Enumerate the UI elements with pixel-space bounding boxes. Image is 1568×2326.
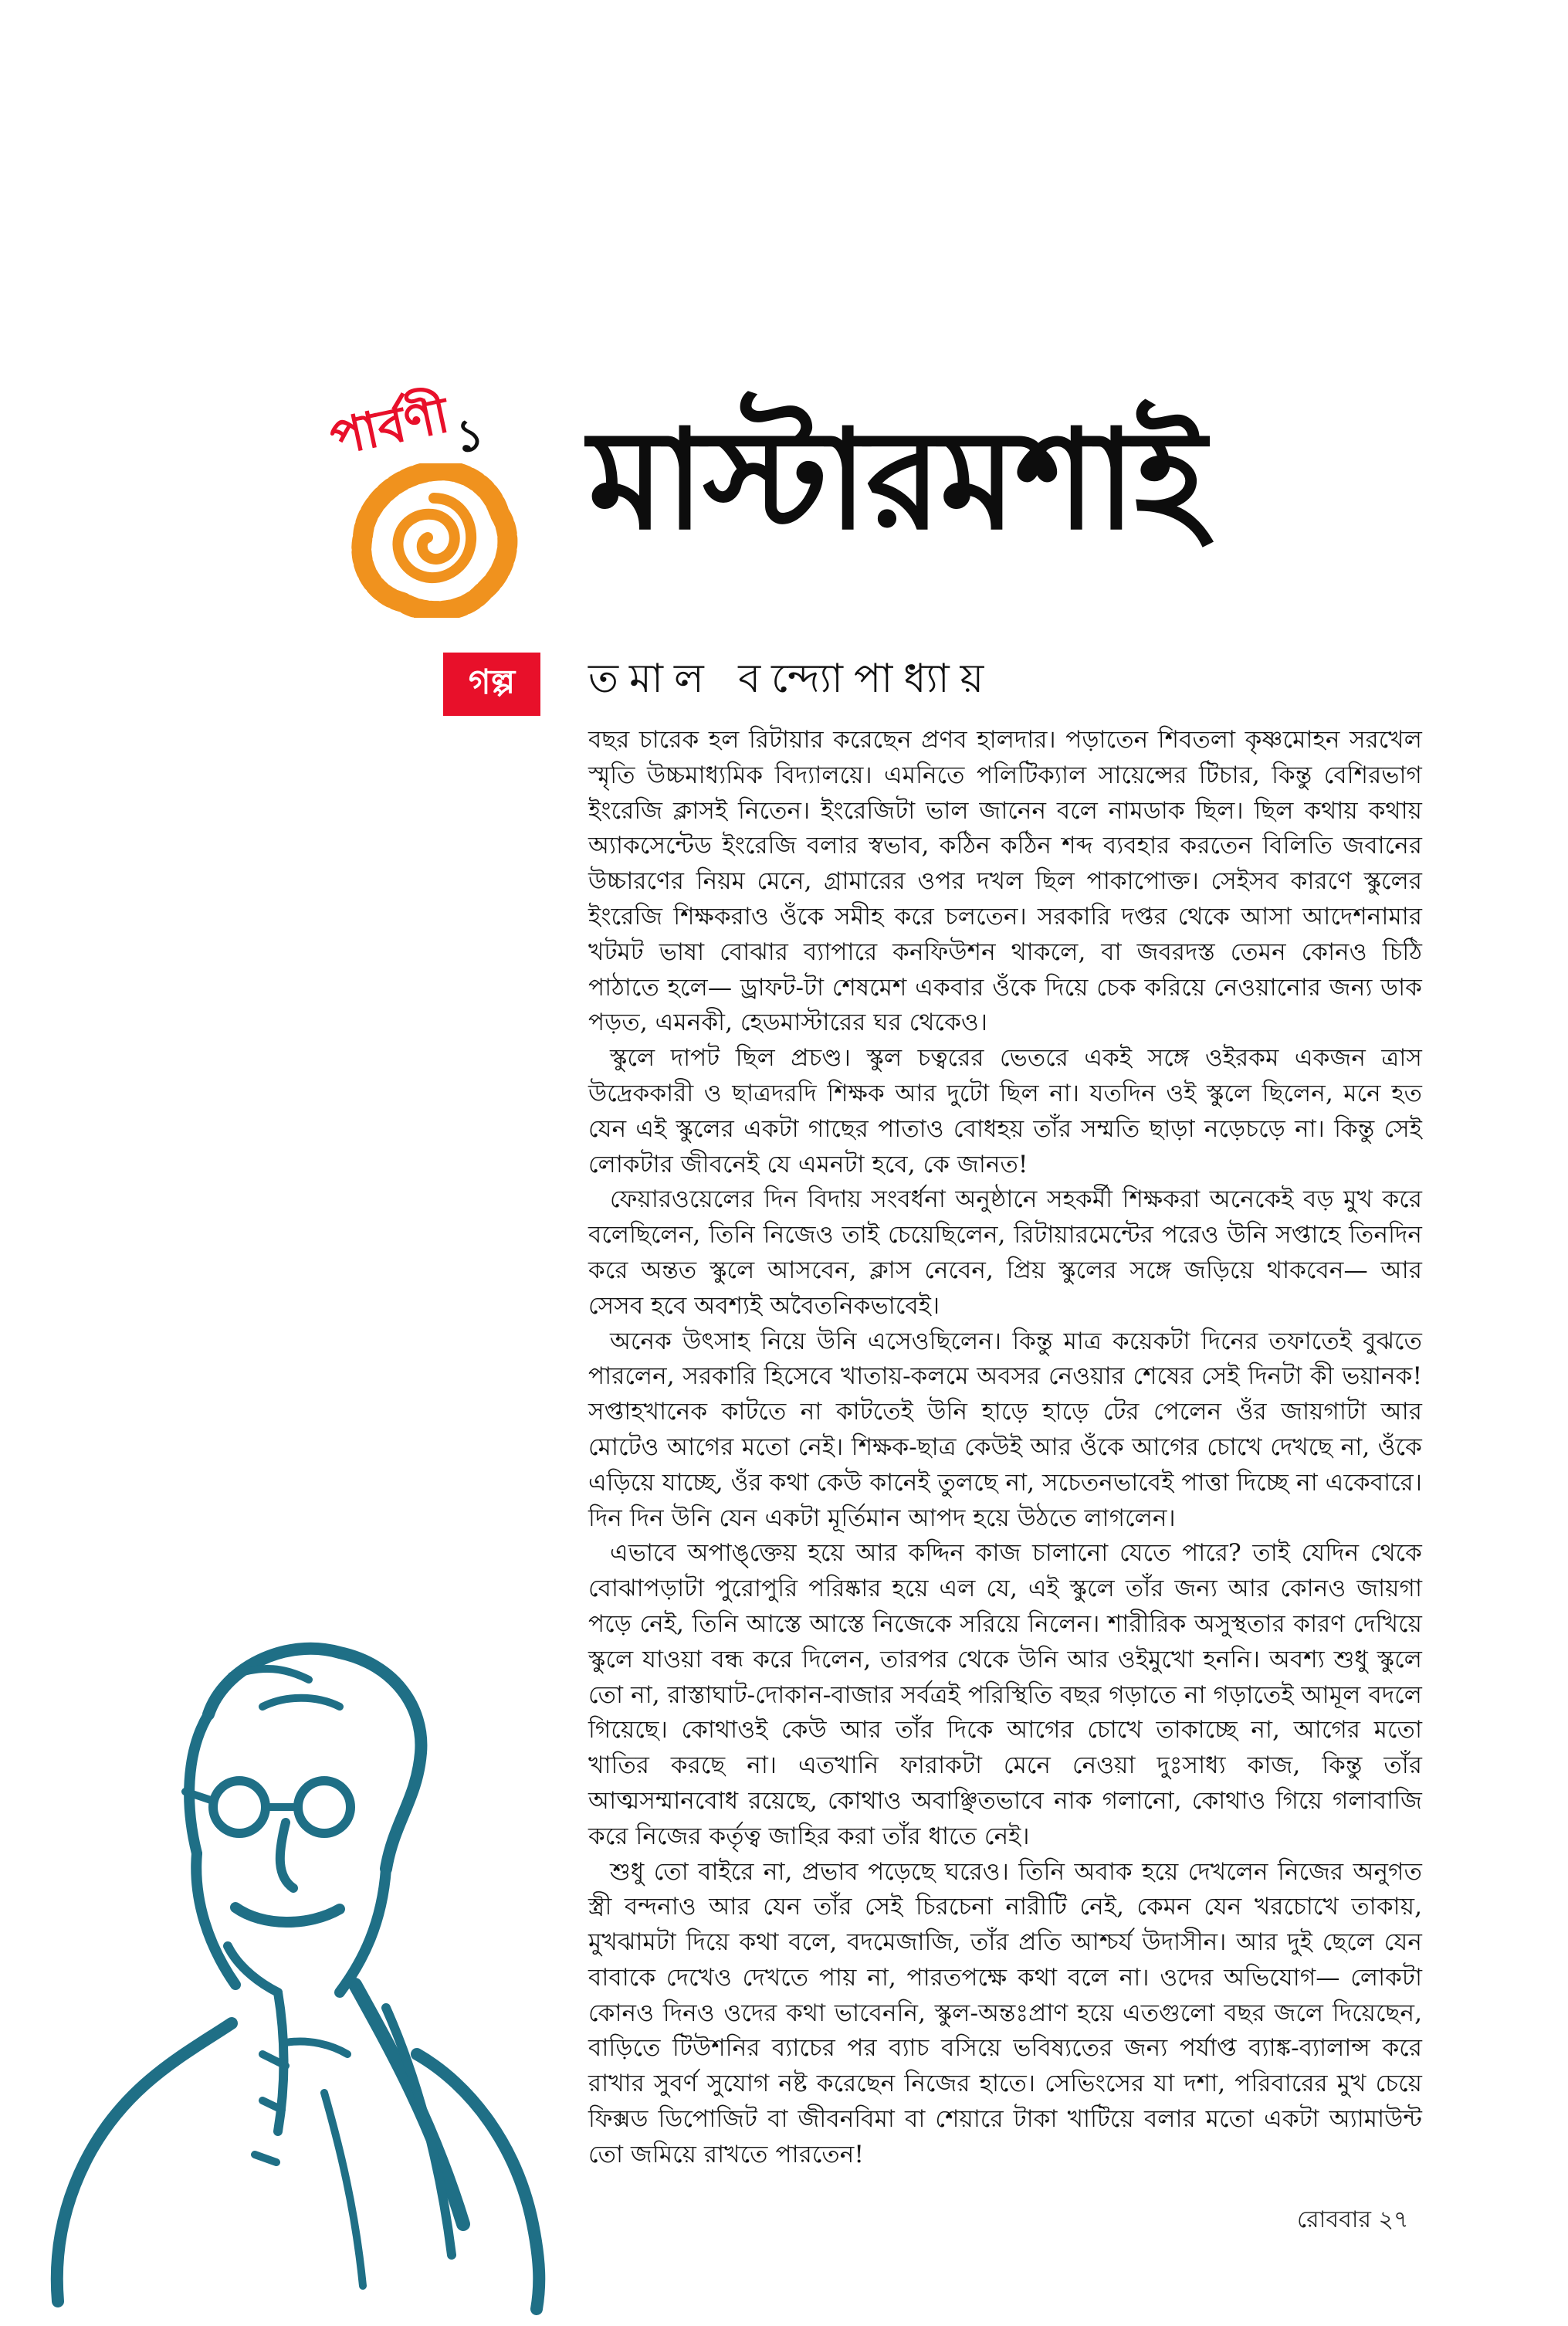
portrait-sketch-illustration [31, 1622, 571, 2317]
paragraph: বছর চারেক হল রিটায়ার করেছেন প্রণব হালদার। পড়াতেন শিবতলা কৃষ্ণমোহন সরখেল স্মৃতি উচ্চমাধ্যমিক বিদ্যালয়ে। এমনিতে পলিটিক্যাল সায়েন্সের টিচার, কিন্তু বেশিরভাগ ইংরেজি ক্লাসই নিতেন। ইংরেজিটা ভাল জানেন বলে নামডাক ছিল। ছিল কথায় কথায় অ্যাকসেন্টেড ইংরেজি বলার স্বভাব, কঠিন কঠিন শব্দ ব্যবহার করতেন বিলিতি জবানের উচ্চারণের নিয়ম মেনে, গ্রামারের ওপর দখল ছিল পাকাপোক্ত। সেইসব কারণে স্কুলের ইংরেজি শিক্ষকরাও ওঁকে সমীহ করে চলতেন। সরকারি দপ্তর থেকে আসা আদেশনামার খটমট ভাষা বোঝার ব্যাপারে কনফিউশন থাকলে, বা জবরদস্ত তেমন কোনও চিঠি পাঠাতে হলে— ড্রাফট-টা শেষমেশ একবার ওঁকে দিয়ে চেক করিয়ে নেওয়ানোর জন্য ডাক পড়ত, এমনকী, হেডমাস্টারের ঘর থেকেও। [588, 726, 1422, 1037]
genre-badge: গল্প [443, 653, 540, 716]
paragraph: এভাবে অপাঙ্‌ক্তেয় হয়ে আর কদ্দিন কাজ চালানো যেতে পারে? তাই যেদিন থেকে বোঝাপড়াটা পুরোপুরি পরিষ্কার হয়ে এল যে, এই স্কুলে তাঁর জন্য আর কোনও জায়গা পড়ে নেই, তিনি আস্তে আস্তে নিজেকে সরিয়ে নিলেন। শারীরিক অসুস্থতার কারণ দেখিয়ে স্কুলে যাওয়া বন্ধ করে দিলেন, তারপর থেকে উনি আর ওইমুখো হননি। অবশ্য শুধু স্কুলে তো না, রাস্তাঘাট-দোকান-বাজার সর্বত্রই পরিস্থিতি বছর গড়াতে না গড়াতেই আমূল বদলে গিয়েছে। কোথাওই কেউ আর তাঁর দিকে আগের চোখে তাকাচ্ছে না, আগের মতো খাতির করছে না। এতখানি ফারাকটা মেনে নেওয়া দুঃসাধ্য কাজ, কিন্তু তাঁর আত্মসম্মানবোধ রয়েছে, কোথাও অবাঞ্ছিতভাবে নাক গলানো, কোথাও গিয়ে গলাবাজি করে নিজের কর্তৃত্ব জাহির করা তাঁর ধাতে নেই। [588, 1539, 1422, 1850]
page-footer: রোববার ২৭ [1297, 2206, 1409, 2233]
issue-number: ১ [455, 409, 485, 462]
paragraph: অনেক উৎসাহ নিয়ে উনি এসেওছিলেন। কিন্তু মাত্র কয়েকটা দিনের তফাতেই বুঝতে পারলেন, সরকারি হিসেবে খাতায়-কলমে অবসর নেওয়ার শেষের সেই দিনটা কী ভয়ানক! সপ্তাহখানেক কাটতে না কাটতেই উনি হাড়ে হাড়ে টের পেলেন ওঁর জায়গাটা আর মোটেও আগের মতো নেই। শিক্ষক-ছাত্র কেউই আর ওঁকে আগের চোখে দেখছে না, ওঁকে এড়িয়ে যাচ্ছে, ওঁর কথা কেউ কানেই তুলছে না, সচেতনভাবেই পাত্তা দিচ্ছে না একেবারে। দিন দিন উনি যেন একটা মূর্তিমান আপদ হয়ে উঠতে লাগলেন। [588, 1327, 1422, 1532]
paragraph: স্কুলে দাপট ছিল প্রচণ্ড। স্কুল চত্বরের ভেতরে একই সঙ্গে ওইরকম একজন ত্রাস উদ্রেককারী ও ছাত্রদরদি শিক্ষক আর দুটো ছিল না। যতদিন ওই স্কুলে ছিলেন, মনে হত যেন এই স্কুলের একটা গাছের পাতাও বোধহয় তাঁর সম্মতি ছাড়া নড়েচড়ে না। কিন্তু সেই লোকটার জীবনেই যে এমনটা হবে, কে জানত! [588, 1044, 1422, 1178]
rosette-icon [349, 463, 519, 618]
paragraph: শুধু তো বাইরে না, প্রভাব পড়েছে ঘরেও। তিনি অবাক হয়ে দেখলেন নিজের অনুগত স্ত্রী বন্দনাও আর যেন তাঁর সেই চিরচেনা নারীটি নেই, কেমন যেন খরচোখে তাকায়, মুখঝামটা দিয়ে কথা বলে, বদমেজাজি, তাঁর প্রতি আশ্চর্য উদাসীন। আর দুই ছেলে যেন বাবাকে দেখেও দেখতে পায় না, পারতপক্ষে কথা বলে না। ওদের অভিযোগ— লোকটা কোনও দিনও ওদের কথা ভাবেননি, স্কুল-অন্তঃপ্রাণ হয়ে এতগুলো বছর জলে দিয়েছেন, বাড়িতে টিউশনির ব্যাচের পর ব্যাচ বসিয়ে ভবিষ্যতের জন্য পর্যাপ্ত ব্যাঙ্ক-ব্যালান্স করে রাখার সুবর্ণ সুযোগ নষ্ট করেছেন নিজের হাতে। সেভিংসের যা দশা, পরিবারের মুখ চেয়ে ফিক্সড ডিপোজিট বা জীবনবিমা বা শেয়ারে টাকা খাটিয়ে বলার মতো একটা অ্যামাউন্ট তো জমিয়ে রাখতে পারতেন! [588, 1857, 1422, 2168]
story-body [588, 723, 1422, 2173]
story-title: মাস্টারমশাই [588, 398, 1204, 560]
author-name: তমাল বন্দ্যোপাধ্যায় [588, 656, 995, 702]
brand-logo-text: পার্বণী [325, 385, 455, 468]
paragraph: ফেয়ারওয়েলের দিন বিদায় সংবর্ধনা অনুষ্ঠানে সহকর্মী শিক্ষকরা অনেকেই বড় মুখ করে বলেছিলেন, তিনি নিজেও তাই চেয়েছিলেন, রিটায়ারমেন্টের পরেও উনি সপ্তাহে তিনদিন করে অন্তত স্কুলে আসবেন, ক্লাস নেবেন, প্রিয় স্কুলের সঙ্গে জড়িয়ে থাকবেন— আর সেসব হবে অবশ্যই অবৈতনিকভাবেই। [588, 1185, 1422, 1320]
